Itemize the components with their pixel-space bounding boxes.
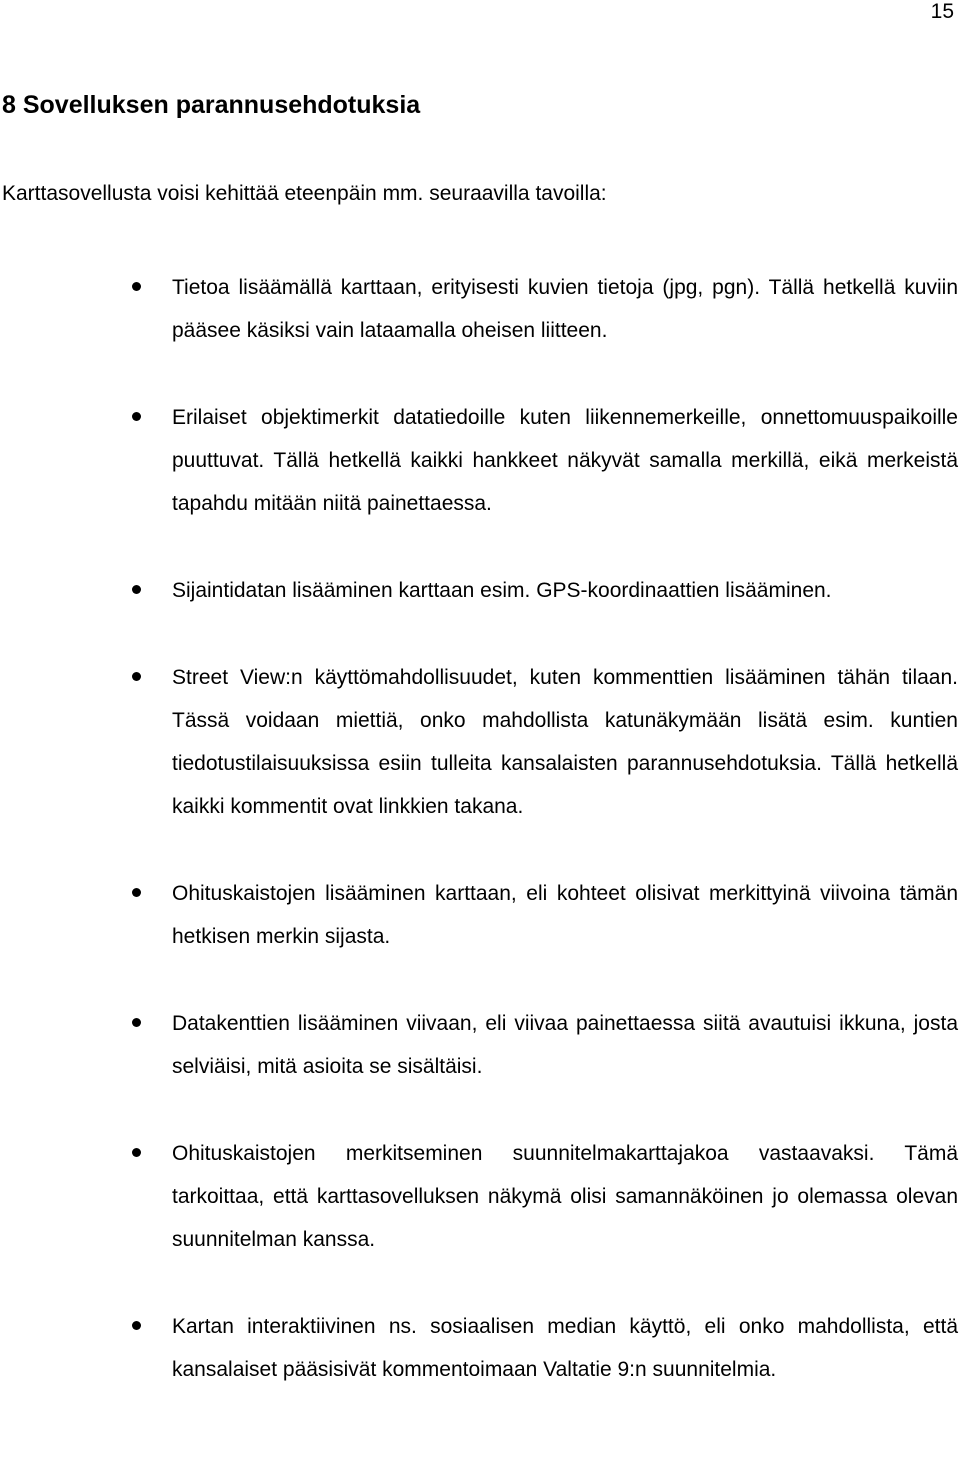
page-number: 15	[930, 0, 954, 23]
list-item	[0, 1002, 960, 1088]
bullet-icon	[132, 1321, 141, 1330]
list-item-text: Tietoa lisäämällä karttaan, erityisesti kuvien tietoja (jpg, pgn). Tällä hetkellä kuviin pääsee käsiksi vain lataamalla oheisen liitteen.	[172, 276, 958, 342]
list-item	[0, 1305, 960, 1391]
list-item-text: Datakenttien lisääminen viivaan, eli viivaa painettaessa siitä avautuisi ikkuna, josta selviäisi, mitä asioita se sisältäisi.	[172, 1012, 958, 1078]
list-item	[0, 656, 960, 828]
bullet-icon	[132, 1018, 141, 1027]
bullet-icon	[132, 412, 141, 421]
bullet-icon	[132, 888, 141, 897]
bullet-icon	[132, 585, 141, 594]
list-item-text: Erilaiset objektimerkit datatiedoille kuten liikennemerkeille, onnettomuuspaikoille puuttuvat. Tällä hetkellä kaikki hankkeet näkyvät samalla merkillä, eikä merkeistä tapahdu mitään niitä painettaessa.	[172, 406, 958, 515]
list-item	[0, 396, 960, 525]
list-item-text: Ohituskaistojen merkitseminen suunnitelmakarttajakoa vastaavaksi. Tämä tarkoittaa, että karttasovelluksen näkymä olisi samannäköinen jo olemassa olevan suunnitelman kanssa.	[172, 1142, 958, 1251]
list-item-text: Ohituskaistojen lisääminen karttaan, eli kohteet olisivat merkittyinä viivoina tämän hetkisen merkin sijasta.	[172, 882, 958, 948]
list-item	[0, 1132, 960, 1261]
list-item	[0, 569, 960, 612]
bullet-icon	[132, 1148, 141, 1157]
improvement-list	[0, 266, 960, 1391]
list-item-text: Kartan interaktiivinen ns. sosiaalisen median käyttö, eli onko mahdollista, että kansalaiset pääsisivät kommentoimaan Valtatie 9:n suunnitelmia.	[172, 1315, 958, 1381]
list-item	[0, 266, 960, 352]
list-item-text: Sijaintidatan lisääminen karttaan esim. GPS-koordinaattien lisääminen.	[172, 579, 832, 602]
section-heading: 8 Sovelluksen parannusehdotuksia	[2, 91, 421, 119]
bullet-icon	[132, 672, 141, 681]
intro-paragraph: Karttasovellusta voisi kehittää eteenpäin mm. seuraavilla tavoilla:	[2, 182, 607, 205]
list-item-text: Street View:n käyttömahdollisuudet, kuten kommenttien lisääminen tähän tilaan. Tässä voidaan miettiä, onko mahdollista katunäkymään lisätä esim. kuntien tiedotustilaisuuksissa esiin tulleita kansalaisten parannusehdotuksia. Tällä hetkellä kaikki kommentit ovat linkkien takana.	[172, 666, 958, 818]
bullet-icon	[132, 282, 141, 291]
list-item	[0, 872, 960, 958]
